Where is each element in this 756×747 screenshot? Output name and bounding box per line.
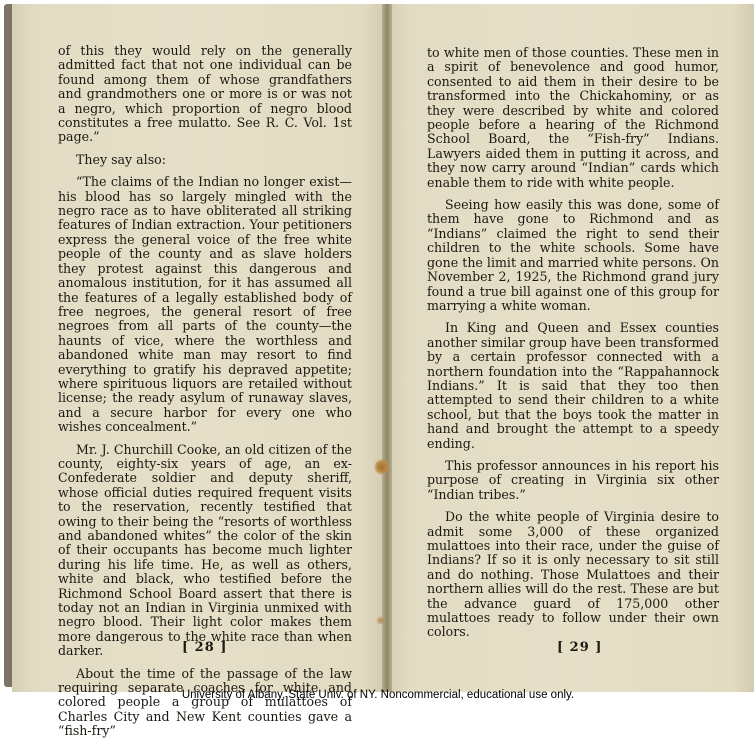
paragraph: Do the white people of Virginia desire to admit some 3,000 of these organized mulattoes into their race, under the guise of Indians? If so it is only necessary to sit still and do nothing. Those Mulattoes and their northern allies will do the rest. These are but the advance guard of 175,000 other mulattoes ready to follow under their own colors. [427, 509, 719, 640]
page-number-right: [ 29 ] [557, 640, 603, 655]
paragraph: About the time of the passage of the law requiring separate coaches for white and colored people a group of mulattoes of Charles City and New Kent counties gave a “fish-fry” [58, 665, 352, 739]
paragraph: They say also: [76, 151, 166, 167]
book-gutter [382, 4, 392, 692]
staple-stain [376, 616, 385, 625]
paragraph: Mr. J. Churchill Cooke, an old citizen of the county, eighty-six years of age, an ex-Confederate soldier and deputy sheriff, whose official duties required frequent visits to the reservation, recently testified that owing to their being the “resorts of worthless and abandoned whites” the color of the skin of their occupants has become much lighter during his life time. He, as well as others, white and black, who testified before the Richmond School Board assert that there is today not an Indian in Virginia unmixed with negro blood. Their light color makes them more dangerous to the white race than when darker. [58, 441, 352, 659]
page-number-left: [ 28 ] [182, 640, 228, 655]
paragraph: Seeing how easily this was done, some of them have gone to Richmond and as “Indians” claimed the right to send their children to the white schools. Some have gone the limit and married white persons. On November 2, 1925, the Richmond grand jury found a true bill against one of this group for marrying a white woman. [427, 197, 719, 313]
paragraph: to white men of those counties. These men in a spirit of benevolence and good humor, consented to aid them in their desire to be transformed into the Chickahominy, or as they were described by white and colored people before a hearing of the Richmond School Board, the “Fish-fry” Indians. Lawyers aided them in putting it across, and they now carry around “Indian” cards which enable them to ride with white people. [427, 45, 719, 190]
paragraph: “The claims of the Indian no longer exist—his blood has so largely mingled with the negro race as to have obliterated all striking features of Indian extraction. Your petitioners express the general voice of the free white people of the county and as slave holders they protest against this dangerous and anomalous institution, for it has assumed all the features of a legally established body of free negroes, the general resort of free negroes from all parts of the county—the haunts of vice, where the worthless and abandoned white man may resort to find everything to gratify his depraved appetite; where spirituous liquors are retailed without license; the ready asylum of runaway slaves, and a secure harbor for every one who wishes concealment.” [58, 174, 352, 435]
staple-stain [374, 459, 390, 475]
paragraph: In King and Queen and Essex counties another similar group have been transformed by a certain professor connected with a northern foundation into the “Rappahannock Indians.” It is said that they too then attempted to send their children to a white school, but that the boys took the matter in hand and brought the attempt to a speedy ending. [427, 320, 719, 451]
paragraph: This professor announces in his report his purpose of creating in Virginia six other “Indian tribes.” [427, 457, 719, 502]
right-page [388, 4, 754, 692]
paragraph: of this they would rely on the generally admitted fact that not one individual can be found among them of whose grandfathers and grandmothers one or more is or was not a negro, which proportion of negro blood constitutes a free mulatto. See R. C. Vol. 1st page.” [58, 43, 352, 145]
credit-line: University of Albany, State Univ. of NY. Noncommercial, educational use only. [181, 689, 575, 701]
right-page-text [427, 46, 719, 648]
